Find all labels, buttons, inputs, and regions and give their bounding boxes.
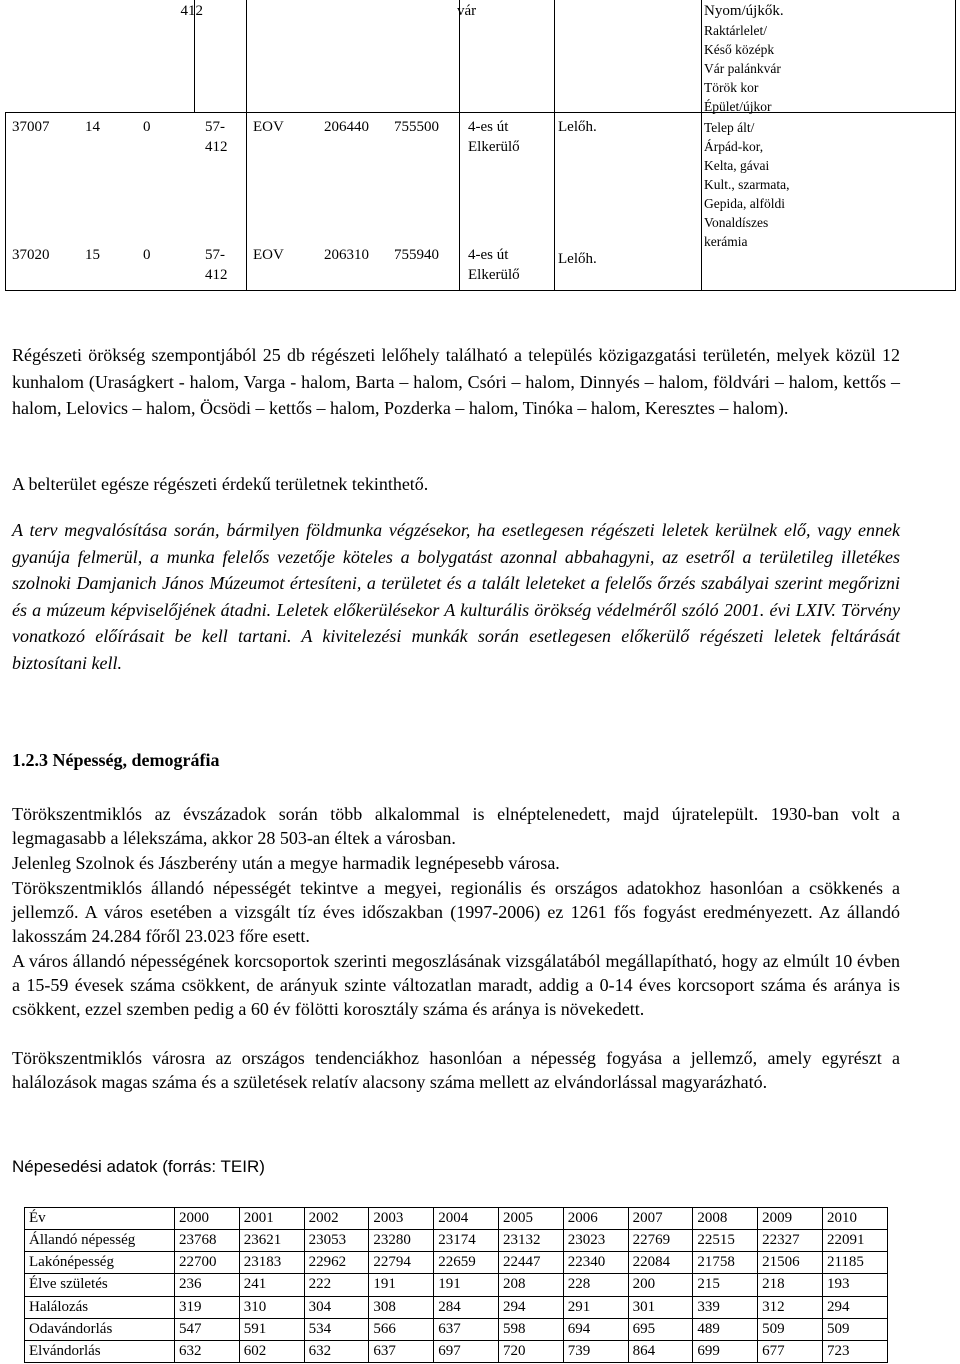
- coord-x: 206440: [324, 119, 369, 135]
- site-code: 57-: [205, 247, 225, 263]
- table-cell: 215: [693, 1274, 758, 1296]
- heritage-paragraph: Régészeti örökség szempontjából 25 db régészeti lelőhely található a település közigazgatási területén, melyek közül 12 kunhalom (Uraságkert - halom, Varga - halom, Barta – halom, Csóri – halom, Dinnyés – halom, földvári – halom, kettős – halom, Lelovics – halom, Öcsödi – kettős – halom, Pozderka – halom, Tinóka – halom, Keresztes – halom).: [12, 345, 900, 418]
- table-cell: 294: [498, 1296, 563, 1318]
- coord-system: EOV: [253, 247, 284, 263]
- table-cell: 284: [434, 1296, 499, 1318]
- table-cell: 598: [498, 1318, 563, 1340]
- table-cell: 23174: [434, 1230, 499, 1252]
- population-paragraph: Jelenleg Szolnok és Jászberény után a megye harmadik legnépesebb városa.: [12, 853, 560, 873]
- table-cell: 23621: [239, 1230, 304, 1252]
- table-cell: 21185: [822, 1252, 887, 1274]
- table-cell: 22962: [304, 1252, 369, 1274]
- table-cell: 23280: [369, 1230, 434, 1252]
- table-cell: 2009: [758, 1208, 823, 1230]
- table-caption: Népesedési adatok (forrás: TEIR): [12, 1157, 265, 1176]
- coord-system: EOV: [253, 119, 284, 135]
- table-cell: 591: [239, 1318, 304, 1340]
- section-heading: 1.2.3 Népesség, demográfia: [12, 750, 220, 770]
- table-cell: 699: [693, 1340, 758, 1362]
- table-cell: 2001: [239, 1208, 304, 1230]
- row-label-cell: Állandó népesség: [25, 1230, 175, 1252]
- coord-y: 755500: [394, 119, 439, 135]
- table-cell: 723: [822, 1340, 887, 1362]
- table-cell: 2004: [434, 1208, 499, 1230]
- table-cell: 509: [758, 1318, 823, 1340]
- table-cell: 312: [758, 1296, 823, 1318]
- table-cell: 191: [434, 1274, 499, 1296]
- table-row: [25, 1296, 888, 1318]
- table-cell: 22769: [628, 1230, 693, 1252]
- row-label-cell: Odavándorlás: [25, 1318, 175, 1340]
- site-note: Telep ált/: [704, 120, 755, 135]
- table-cell: 2000: [175, 1208, 240, 1230]
- table-row: [25, 1252, 888, 1274]
- table-cell: 23768: [175, 1230, 240, 1252]
- table-cell: 739: [563, 1340, 628, 1362]
- table-cell: 22659: [434, 1252, 499, 1274]
- site-road: Elkerülő: [468, 139, 520, 155]
- table-cell: 22515: [693, 1230, 758, 1252]
- site-road: Elkerülő: [468, 267, 520, 283]
- site-n2: 0: [143, 247, 151, 263]
- table-cell: 23132: [498, 1230, 563, 1252]
- table-cell: 22340: [563, 1252, 628, 1274]
- site-register-table: [5, 0, 956, 291]
- table-cell: 534: [304, 1318, 369, 1340]
- row-label-cell: Halálozás: [25, 1296, 175, 1318]
- table-row: [25, 1208, 888, 1230]
- table-row: [25, 1230, 888, 1252]
- site-note: Vár palánkvár: [704, 61, 781, 76]
- coord-x: 206310: [324, 247, 369, 263]
- population-paragraph: Törökszentmiklós városra az országos tendenciákhoz hasonlóan a népesség fogyása a jellemző, amely egyrészt a halálozások magas száma és a születések relatív alacsony száma mellett az elvándorlással magyarázható.: [12, 1048, 900, 1093]
- table-cell: 2010: [822, 1208, 887, 1230]
- coord-y: 755940: [394, 247, 439, 263]
- table-cell: 228: [563, 1274, 628, 1296]
- table-cell: 602: [239, 1340, 304, 1362]
- site-id: 37007: [12, 119, 50, 135]
- table-cell: 200: [628, 1274, 693, 1296]
- site-id: 37020: [12, 247, 50, 263]
- table-cell: 21758: [693, 1252, 758, 1274]
- table-cell: 697: [434, 1340, 499, 1362]
- table-cell: 22447: [498, 1252, 563, 1274]
- site-note: Török kor: [704, 80, 759, 95]
- row-label-cell: Lakónépesség: [25, 1252, 175, 1274]
- table-cell: 23023: [563, 1230, 628, 1252]
- table-cell: 547: [175, 1318, 240, 1340]
- table-cell: 308: [369, 1296, 434, 1318]
- table-row: [25, 1340, 888, 1362]
- table-cell: 310: [239, 1296, 304, 1318]
- table-cell: 2002: [304, 1208, 369, 1230]
- table-cell: 632: [304, 1340, 369, 1362]
- table-cell: 22084: [628, 1252, 693, 1274]
- table-cell: 294: [822, 1296, 887, 1318]
- site-road: 4-es út: [468, 119, 509, 135]
- table-cell: 23183: [239, 1252, 304, 1274]
- table-cell: 22327: [758, 1230, 823, 1252]
- excavation-notice-paragraph: A terv megvalósítása során, bármilyen földmunka végzésekor, ha esetlegesen régészeti leletek kerülnek elő, vagy ennek gyanúja felmerül, a munka felelős vezetője köteles a bolygatást azonnal abbahagyni, az esetről a területileg illetékes szolnoki Damjanich János Múzeumot értesíteni, a területet és a talált leleteket a felelős őrzés szabályai szerint megőrizni és a múzeum képviselőjének átadni. Leletek előkerülésekor A kulturális örökség védelméről szóló 2001. évi LXIV. Törvény vonatkozó előírásait be kell tartani. A kivitelezési munkák során esetlegesen előkerülő régészeti leletek feltárását biztosítani kell.: [12, 520, 900, 673]
- table-cell: 23053: [304, 1230, 369, 1252]
- table-cell: 236: [175, 1274, 240, 1296]
- table-cell: 2005: [498, 1208, 563, 1230]
- table-cell: 339: [693, 1296, 758, 1318]
- table-cell: 637: [434, 1318, 499, 1340]
- table-cell: 509: [822, 1318, 887, 1340]
- table-cell: 632: [175, 1340, 240, 1362]
- table-cell: 241: [239, 1274, 304, 1296]
- site-n1: 15: [85, 247, 100, 263]
- table-cell: 2007: [628, 1208, 693, 1230]
- site-note: Késő középk: [704, 42, 775, 57]
- site-note: Vonaldíszes: [704, 215, 769, 230]
- table-cell: 222: [304, 1274, 369, 1296]
- table-cell: 218: [758, 1274, 823, 1296]
- site-type: vár: [457, 3, 477, 19]
- table-cell: 22794: [369, 1252, 434, 1274]
- table-cell: 566: [369, 1318, 434, 1340]
- table-cell: 864: [628, 1340, 693, 1362]
- table-cell: 489: [693, 1318, 758, 1340]
- inner-area-paragraph: A belterület egésze régészeti érdekű területnek tekinthető.: [12, 474, 429, 494]
- site-code: 412: [205, 139, 228, 155]
- population-paragraph: Törökszentmiklós állandó népességét tekintve a megyei, regionális és országos adatokhoz hasonlóan a csökkenés a jellemző. A város esetében a vizsgált tíz éves időszakban (1997-2006) ez 1261 fős fogyást eredményezett. Az állandó lakosszám 24.284 főről 23.023 főre esett.: [12, 878, 900, 947]
- site-note: Kelta, gávai: [704, 158, 770, 173]
- row-label-cell: Élve születés: [25, 1274, 175, 1296]
- site-code: 57-: [205, 119, 225, 135]
- table-cell: 694: [563, 1318, 628, 1340]
- table-cell: 695: [628, 1318, 693, 1340]
- table-cell: 21506: [758, 1252, 823, 1274]
- site-status: Lelőh.: [558, 251, 597, 267]
- site-note: Árpád-kor,: [704, 139, 764, 154]
- table-cell: 677: [758, 1340, 823, 1362]
- table-cell: 2003: [369, 1208, 434, 1230]
- site-note: Épület/újkor: [704, 99, 772, 114]
- population-paragraph: Törökszentmiklós az évszázadok során több alkalommal is elnéptelenedett, majd újratelepült. 1930-ban volt a legmagasabb a lélekszáma, akkor 28 503-an éltek a városban.: [12, 804, 900, 849]
- site-note: Raktárlelet/: [704, 23, 767, 38]
- row-label-cell: Év: [25, 1208, 175, 1230]
- table-cell: 301: [628, 1296, 693, 1318]
- site-note: Gepida, alföldi: [704, 196, 785, 211]
- table-cell: 2008: [693, 1208, 758, 1230]
- site-note: Kult., szarmata,: [704, 177, 790, 192]
- site-note: kerámia: [704, 234, 748, 249]
- site-code: 412: [205, 267, 228, 283]
- site-road: 4-es út: [468, 247, 509, 263]
- table-cell: 2006: [563, 1208, 628, 1230]
- table-cell: 22091: [822, 1230, 887, 1252]
- table-cell: 319: [175, 1296, 240, 1318]
- population-table-body: [25, 1208, 888, 1363]
- table-cell: 193: [822, 1274, 887, 1296]
- table-cell: 22700: [175, 1252, 240, 1274]
- table-cell: 208: [498, 1274, 563, 1296]
- table-cell: 191: [369, 1274, 434, 1296]
- table-cell: 637: [369, 1340, 434, 1362]
- table-cell: 720: [498, 1340, 563, 1362]
- population-table: [24, 1207, 888, 1363]
- table-cell: 291: [563, 1296, 628, 1318]
- site-code-fragment: 412: [180, 2, 203, 19]
- site-status: Lelőh.: [558, 119, 597, 135]
- site-note: Nyom/újkők.: [704, 3, 784, 19]
- site-n1: 14: [85, 119, 100, 135]
- row-label-cell: Elvándorlás: [25, 1340, 175, 1362]
- table-row: [25, 1274, 888, 1296]
- site-n2: 0: [143, 119, 151, 135]
- table-cell: 304: [304, 1296, 369, 1318]
- population-paragraph: A város állandó népességének korcsoportok szerinti megoszlásának vizsgálatából megállapítható, hogy az elmúlt 10 évben a 15-59 évesek száma csökkent, de arányuk szinte változatlan maradt, addig a 0-14 éves korcsoport száma és aránya is csökkent, ezzel szemben pedig a 60 év fölötti korosztály száma és aránya is növekedett.: [12, 951, 900, 1020]
- table-row: [25, 1318, 888, 1340]
